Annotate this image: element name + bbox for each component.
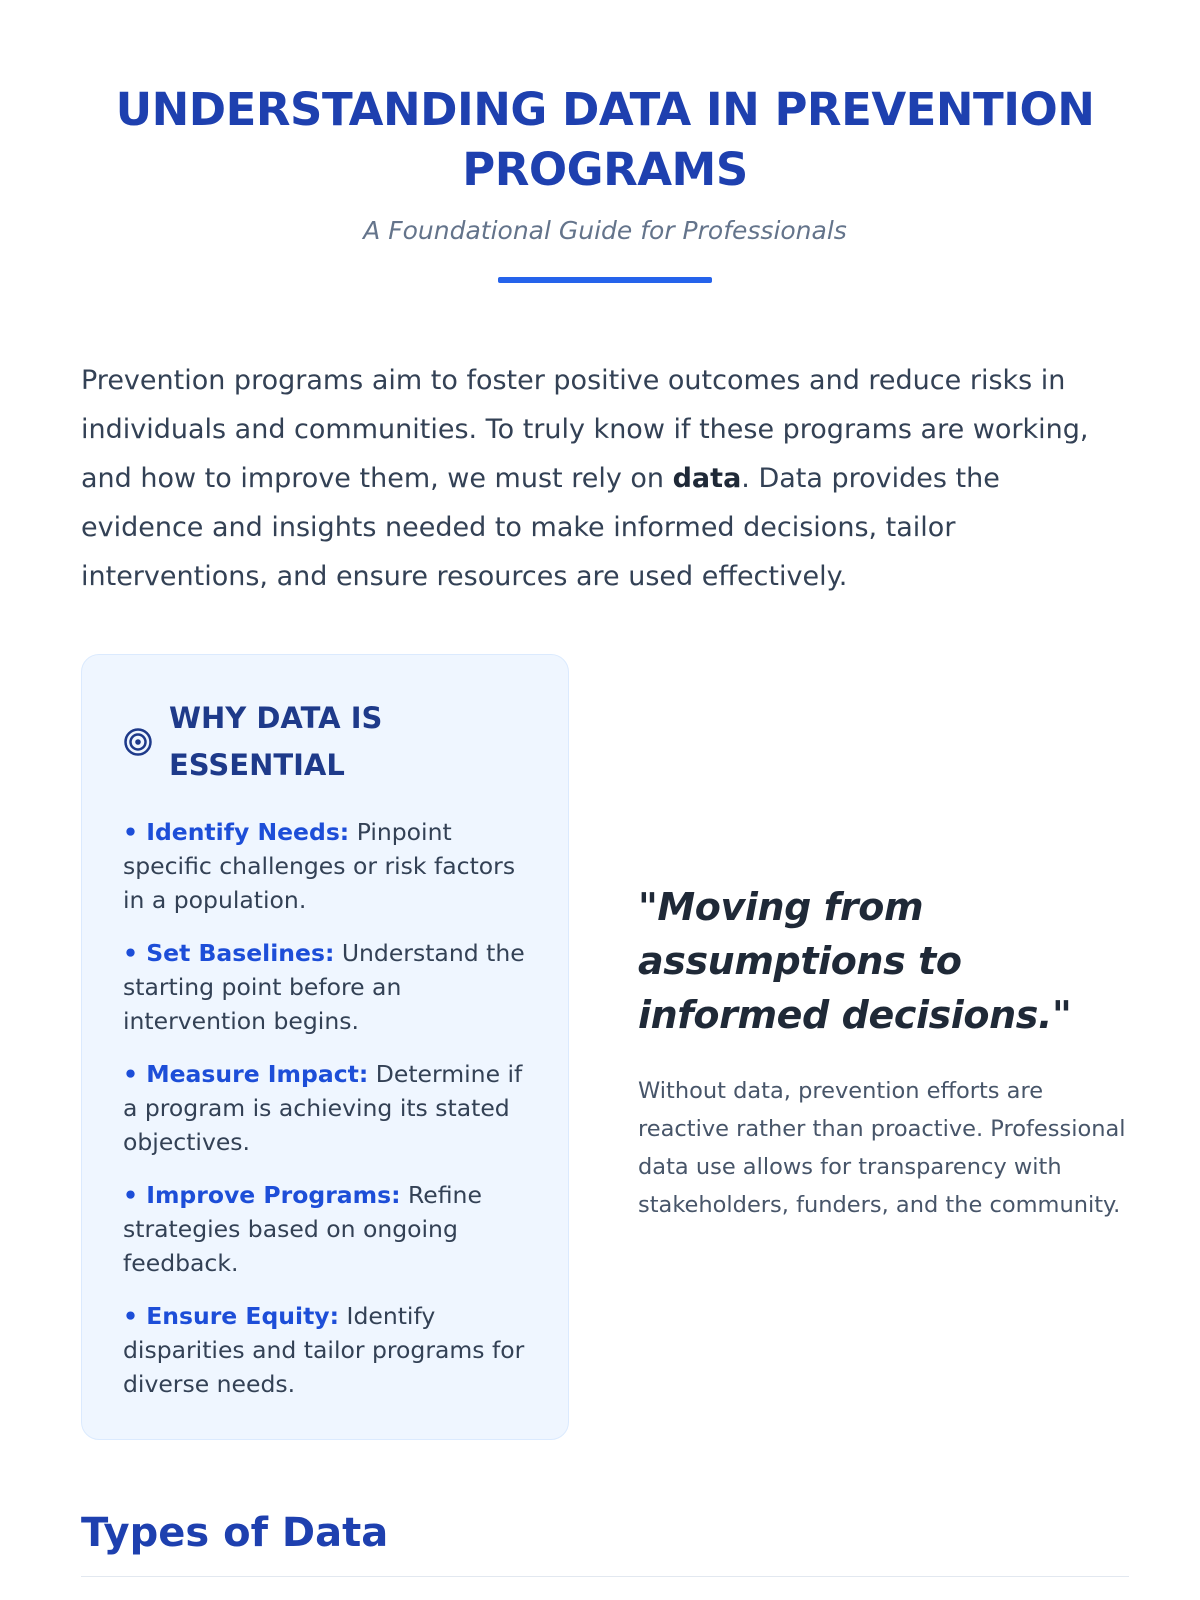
page-title: UNDERSTANDING DATA IN PREVENTION PROGRAMS <box>115 83 1095 196</box>
page-subtitle: A Foundational Guide for Professionals <box>363 216 847 245</box>
list-item-ensure-equity <box>123 1299 528 1401</box>
document-page <box>81 0 1129 1556</box>
list-item-term: • Ensure Equity: <box>123 1302 340 1330</box>
why-data-essential-card <box>81 654 569 1440</box>
list-item-term: • Improve Programs: <box>123 1181 401 1209</box>
list-item-description: Pinpoint specific challenges or risk factors in a population. <box>123 818 516 914</box>
list-item-set-baselines <box>123 936 528 1038</box>
list-item-term: • Set Baselines: <box>123 939 335 967</box>
card-header <box>123 695 528 789</box>
list-item-term: • Measure Impact: <box>123 1060 369 1088</box>
list-item-description: Identify disparities and tailor programs for diverse needs. <box>123 1302 525 1398</box>
pull-quote: "Moving from assumptions to informed decisions." <box>638 885 1072 1037</box>
card-title: WHY DATA IS ESSENTIAL <box>169 701 383 782</box>
quote-explanation: Without data, prevention efforts are reactive rather than proactive. Professional data use allows for transparency with stakeholders, funders, and the community. <box>638 1078 1126 1218</box>
list-item-improve-programs <box>123 1178 528 1280</box>
list-item-term: • Identify Needs: <box>123 818 350 846</box>
list-item-description: Determine if a program is achieving its stated objectives. <box>123 1060 523 1156</box>
intro-bold-term: data <box>672 463 742 494</box>
title-divider <box>498 277 712 283</box>
essential-reasons-list <box>123 815 528 1401</box>
quote-section <box>638 880 1133 1224</box>
intro-paragraph <box>81 356 1129 601</box>
list-item-measure-impact <box>123 1057 528 1159</box>
list-item-description: Refine strategies based on ongoing feedback. <box>123 1181 482 1277</box>
types-of-data-heading: Types of Data <box>81 1510 389 1556</box>
list-item-identify-needs <box>123 815 528 917</box>
target-icon <box>123 727 153 757</box>
intro-text-end: . Data provides the evidence and insights needed to make informed decisions, tailor interventions, and ensure resources are used effectively. <box>81 463 1000 592</box>
section-divider <box>81 1576 1129 1577</box>
list-item-description: Understand the starting point before an intervention begins. <box>123 939 525 1035</box>
document-header <box>81 0 1129 283</box>
intro-text-start: Prevention programs aim to foster positive outcomes and reduce risks in individuals and communities. To truly know if these programs are working, and how to improve them, we must rely on <box>81 365 1089 494</box>
